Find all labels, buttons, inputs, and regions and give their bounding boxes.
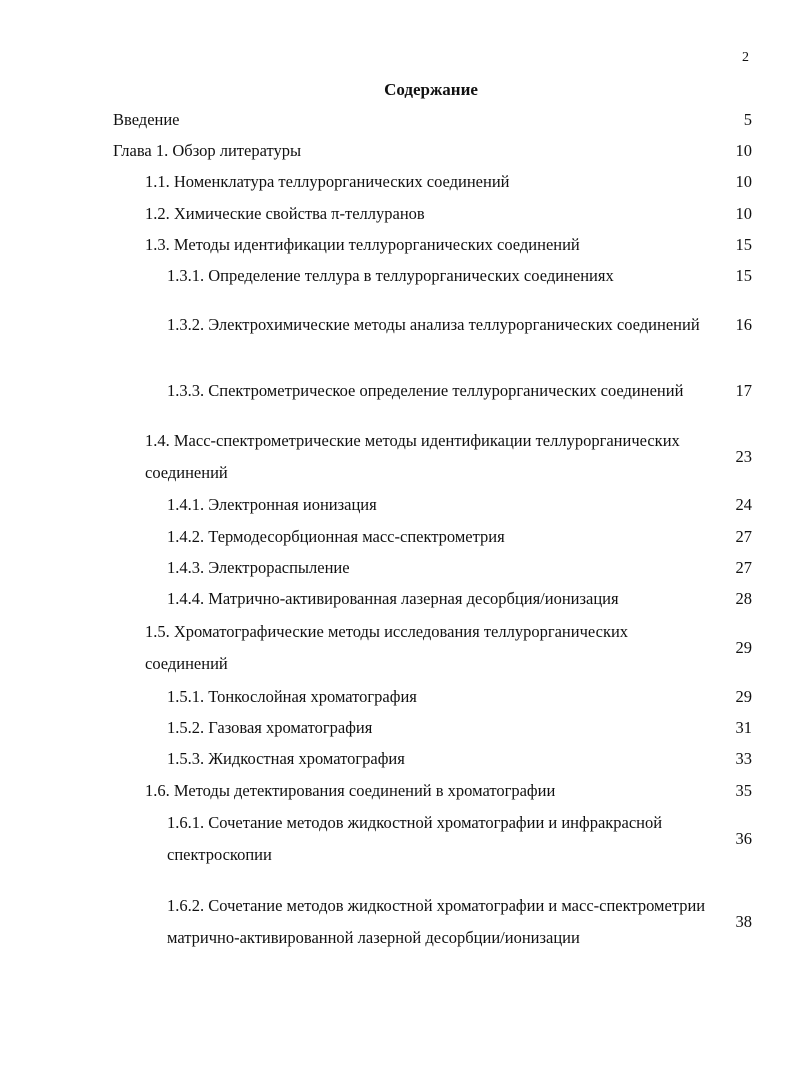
- toc-entry: [0, 712, 798, 743]
- toc-entry: [0, 872, 798, 972]
- toc-entry-page: 15: [735, 234, 752, 254]
- toc-entry: [0, 229, 798, 260]
- toc-entry-label: 1.4. Масс-спектрометрические методы идентификации теллурорганических соединений: [145, 430, 680, 482]
- toc-entry-label: 1.4.3. Электрораспыление: [167, 558, 350, 578]
- toc-entry: [0, 292, 798, 358]
- toc-entry-page: 10: [735, 203, 752, 223]
- toc-entry: [0, 260, 798, 291]
- toc-entry-page: 36: [735, 829, 752, 849]
- toc-entry-page: 27: [735, 558, 752, 578]
- toc-entry-label: 1.5.3. Жидкостная хроматография: [167, 749, 405, 769]
- toc-entry: [0, 424, 798, 490]
- toc-entry-label: 1.4.4. Матрично-активированная лазерная десорбция/ионизация: [167, 589, 619, 609]
- table-of-contents: [0, 104, 798, 972]
- toc-entry-page: 29: [735, 637, 752, 657]
- toc-entry: [0, 167, 798, 198]
- toc-entry: [0, 744, 798, 775]
- toc-entry-label: 1.4.2. Термодесорбционная масс-спектрометрия: [167, 526, 505, 546]
- toc-entry: [0, 358, 798, 424]
- toc-entry-label: Глава 1. Обзор литературы: [113, 140, 302, 160]
- toc-entry-label: 1.3.2. Электрохимические методы анализа теллурорганических соединений: [167, 314, 700, 334]
- toc-entry-label: 1.1. Номенклатура теллурорганических соединений: [145, 172, 510, 192]
- toc-entry-label: 1.5.2. Газовая хроматография: [167, 717, 373, 737]
- toc-entry: [0, 135, 798, 166]
- toc-entry-page: 33: [735, 749, 752, 769]
- toc-entry: [0, 490, 798, 521]
- toc-entry-label: 1.6. Методы детектирования соединений в хроматографии: [145, 780, 556, 800]
- toc-entry-page: 17: [735, 380, 752, 400]
- toc-entry-label: 1.3. Методы идентификации теллурорганических соединений: [145, 234, 580, 254]
- toc-entry-page: 24: [735, 495, 752, 515]
- toc-entry-label: 1.3.1. Определение теллура в теллурорганических соединениях: [167, 266, 614, 286]
- page-number: 2: [742, 50, 749, 65]
- toc-entry: [0, 552, 798, 583]
- toc-entry-page: 28: [735, 589, 752, 609]
- toc-entry-page: 5: [743, 109, 752, 129]
- toc-entry-label: 1.6.1. Сочетание методов жидкостной хроматографии и инфракрасной спектроскопии: [167, 813, 663, 865]
- toc-entry-label: 1.6.2. Сочетание методов жидкостной хроматографии и масс-спектрометрии матрично-активированной лазерной десорбции/ионизации: [167, 896, 706, 948]
- toc-entry-label: 1.2. Химические свойства π-теллуранов: [145, 203, 425, 223]
- toc-entry: [0, 681, 798, 712]
- toc-entry: [0, 104, 798, 135]
- toc-entry: [0, 198, 798, 229]
- toc-entry-page: 16: [735, 314, 752, 334]
- toc-entry-page: 23: [735, 446, 752, 466]
- toc-entry-page: 27: [735, 526, 752, 546]
- toc-entry-page: 35: [735, 780, 752, 800]
- toc-entry: [0, 775, 798, 806]
- page-title: Содержание: [384, 80, 478, 99]
- toc-entry-page: 10: [735, 172, 752, 192]
- toc-entry-page: 10: [735, 140, 752, 160]
- toc-entry-label: 1.3.3. Спектрометрическое определение теллурорганических соединений: [167, 380, 684, 400]
- toc-entry-label: Введение: [113, 109, 180, 129]
- toc-entry: [0, 521, 798, 552]
- toc-entry: [0, 584, 798, 615]
- toc-entry-page: 15: [735, 266, 752, 286]
- toc-entry-page: 38: [735, 912, 752, 932]
- toc-entry-page: 31: [735, 717, 752, 737]
- toc-entry-label: 1.5. Хроматографические методы исследования теллурорганических соединений: [145, 621, 629, 673]
- toc-entry-label: 1.4.1. Электронная ионизация: [167, 495, 377, 515]
- toc-entry-page: 29: [735, 686, 752, 706]
- toc-entry: [0, 806, 798, 872]
- toc-entry-label: 1.5.1. Тонкослойная хроматография: [167, 686, 417, 706]
- toc-entry: [0, 615, 798, 681]
